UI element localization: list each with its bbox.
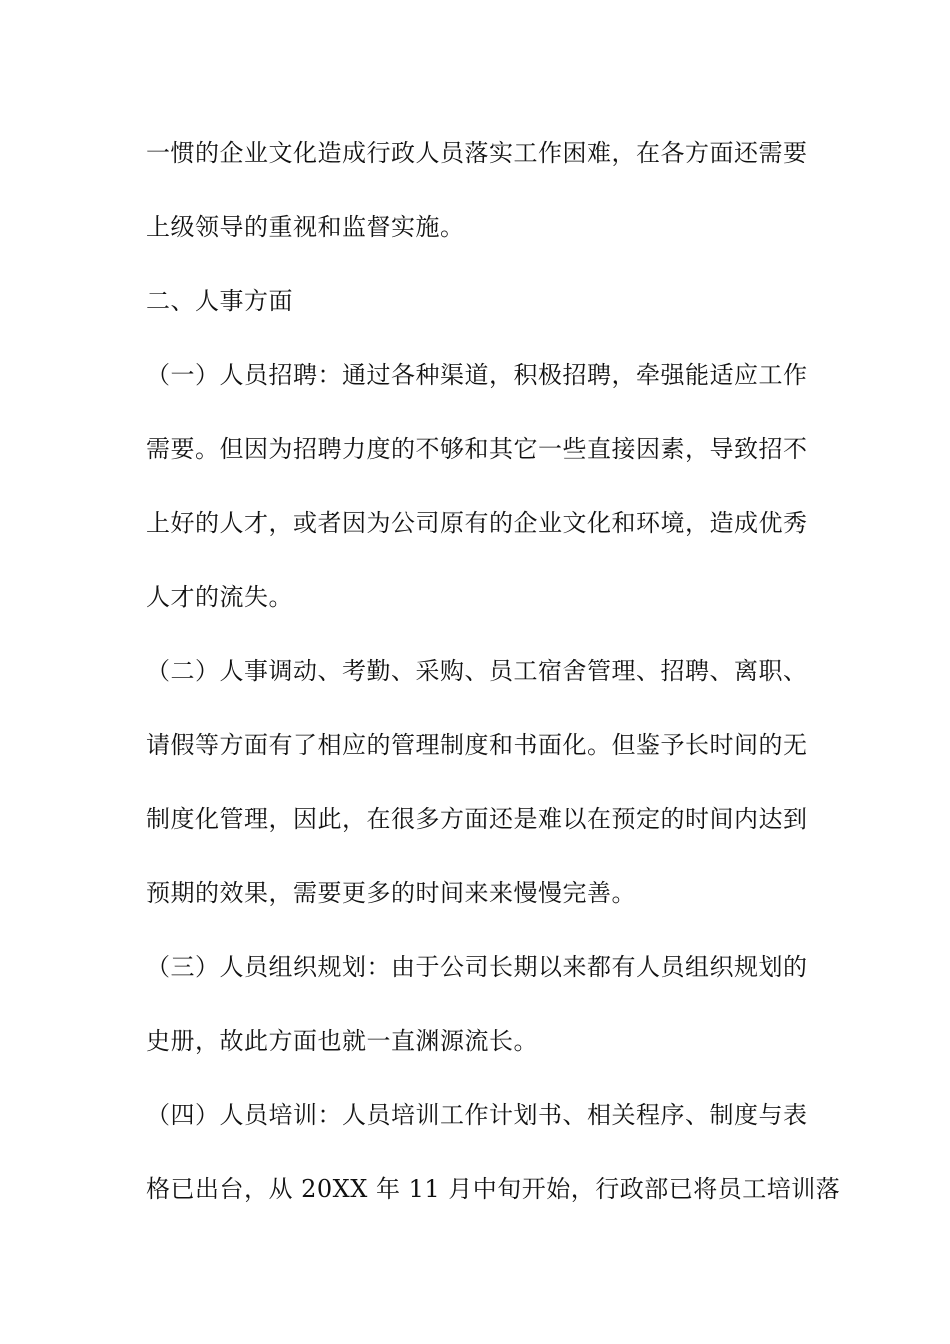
text-line: 请假等方面有了相应的管理制度和书面化。但鉴予长时间的无 — [146, 731, 808, 759]
text-line: （一）人员招聘：通过各种渠道，积极招聘，牵强能适应工作 — [146, 361, 808, 389]
document-body — [146, 126, 841, 1236]
text-line: 上级领导的重视和监督实施。 — [146, 213, 465, 241]
text-line: 史册，故此方面也就一直渊源流长。 — [146, 1027, 538, 1055]
text-line: 格已出台，从 20XX 年 11 月中旬开始，行政部已将员工培训落 — [146, 1175, 841, 1203]
text-line: 人才的流失。 — [146, 583, 293, 611]
section-heading: 二、人事方面 — [146, 287, 293, 315]
text-line: 需要。但因为招聘力度的不够和其它一些直接因素，导致招不 — [146, 435, 808, 463]
text-line: 上好的人才，或者因为公司原有的企业文化和环境，造成优秀 — [146, 509, 808, 537]
text-line: 制度化管理，因此，在很多方面还是难以在预定的时间内达到 — [146, 805, 808, 833]
text-line: （四）人员培训：人员培训工作计划书、相关程序、制度与表 — [146, 1101, 808, 1129]
text-line: 预期的效果，需要更多的时间来来慢慢完善。 — [146, 879, 636, 907]
text-line: （三）人员组织规划：由于公司长期以来都有人员组织规划的 — [146, 953, 808, 981]
text-line: （二）人事调动、考勤、采购、员工宿舍管理、招聘、离职、 — [146, 657, 808, 685]
text-line: 一惯的企业文化造成行政人员落实工作困难，在各方面还需要 — [146, 139, 808, 167]
